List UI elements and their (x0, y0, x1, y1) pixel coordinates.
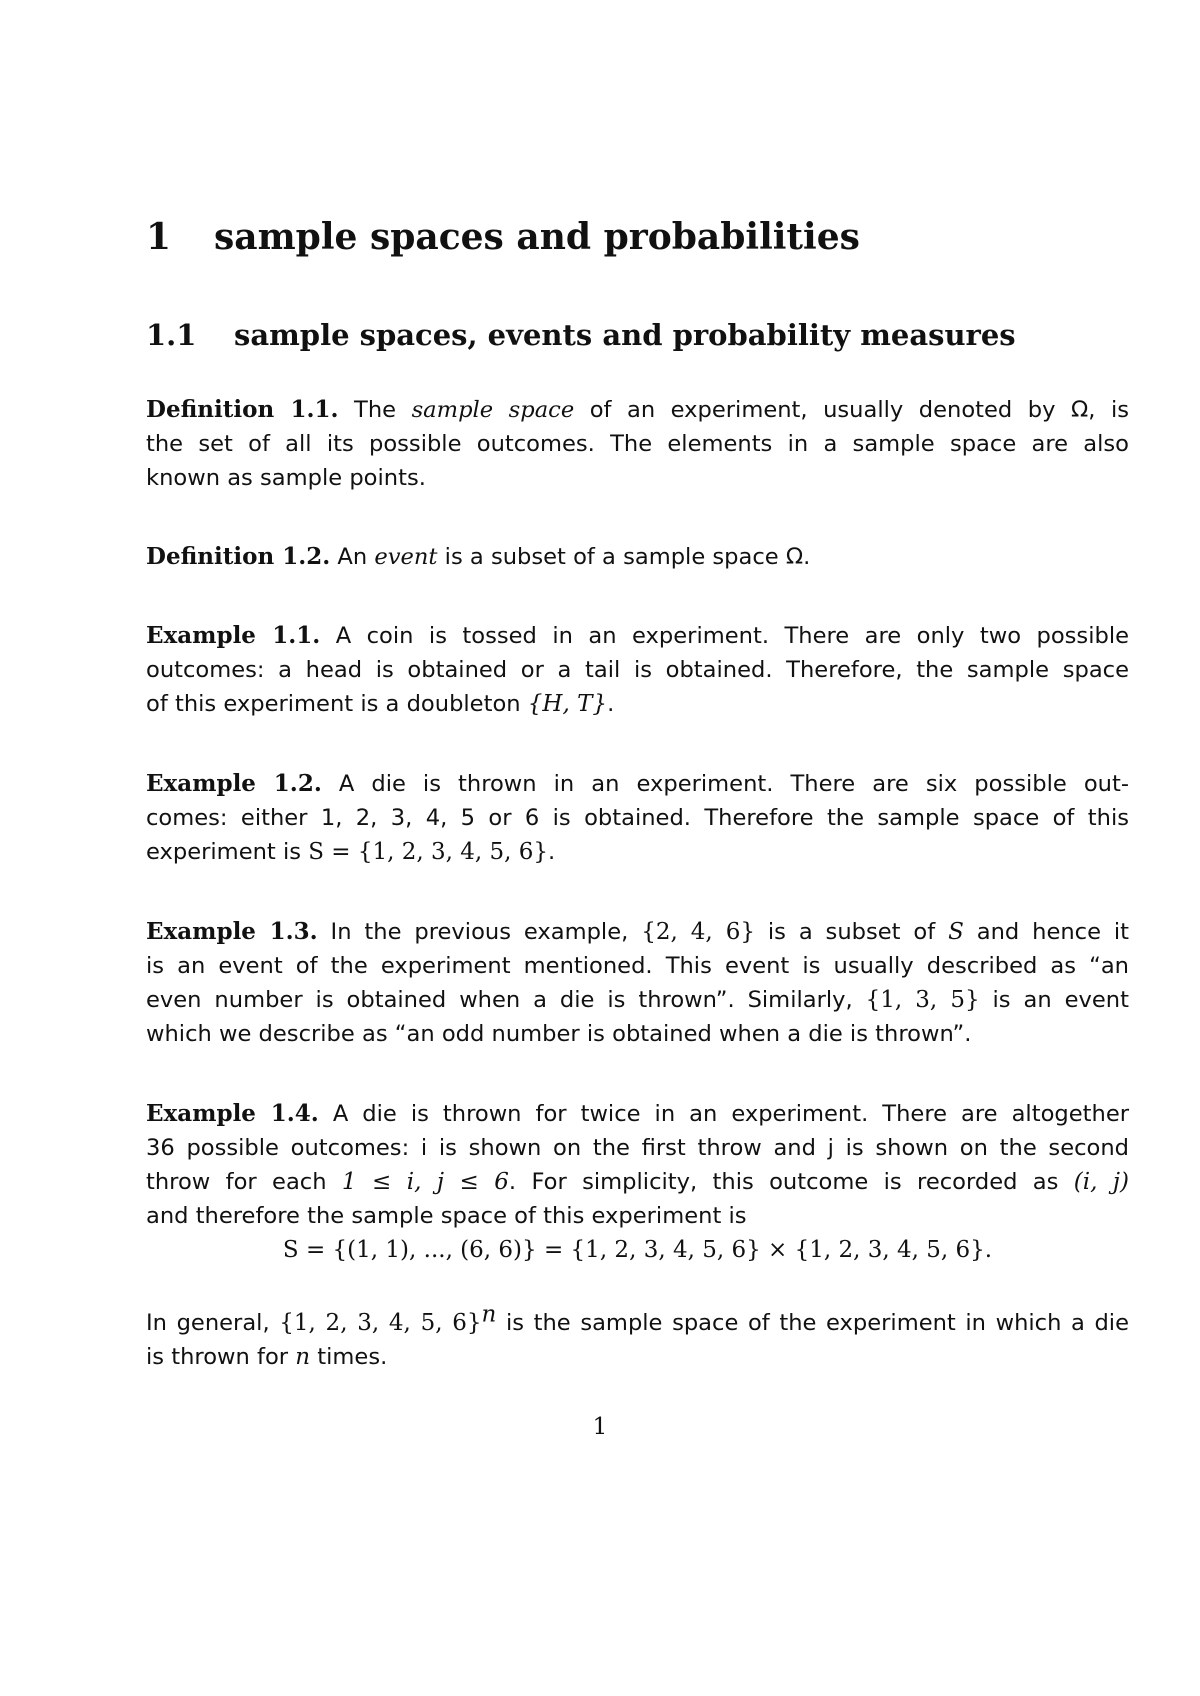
display-equation: S = {(1, 1), ..., (6, 6)} = {1, 2, 3, 4, 5, 6} × {1, 2, 3, 4, 5, 6}. (282, 1237, 993, 1263)
example-1-3 (146, 915, 1129, 1051)
math-expression: 1 ≤ i, j ≤ 6 (341, 1169, 509, 1195)
text-span: An (330, 544, 375, 570)
text-line (146, 540, 1129, 574)
defined-term: sample space (411, 397, 575, 423)
text-line: and therefore the sample space of this experiment is (146, 1203, 747, 1229)
text-line: comes: either 1, 2, 3, 4, 5 or 6 is obtained. Therefore the sample space of this (146, 805, 1129, 831)
text-line (146, 393, 1129, 427)
text-span: is a subset of a sample space Ω. (437, 544, 811, 570)
text-span: . For simplicity, this outcome is recorded as (508, 1169, 1074, 1195)
text-span: experiment is (146, 839, 309, 865)
example-label: Example 1.1. (146, 622, 321, 649)
text-line: the set of all its possible outcomes. The elements in a sample space are also (146, 431, 1129, 457)
subsection-heading (146, 314, 1106, 356)
text-span: of this experiment is a doubleton (146, 691, 528, 717)
text-span: In general, (146, 1310, 280, 1336)
math-expression: {1, 3, 5} (865, 987, 980, 1013)
definition-1-1 (146, 393, 1129, 495)
subsection-title: sample spaces, events and probability measures (234, 318, 1016, 352)
math-expression: S = {1, 2, 3, 4, 5, 6} (308, 839, 549, 865)
text-line (146, 687, 1129, 721)
subsection-number: 1.1 (146, 318, 197, 352)
definition-label: Definition 1.1. (146, 396, 339, 423)
text-span: The (338, 397, 412, 423)
math-symbol: n (295, 1344, 311, 1370)
general-remark (146, 1301, 1129, 1374)
text-line (146, 1165, 1129, 1199)
text-line: which we describe as “an odd number is obtained when a die is thrown”. (146, 1021, 972, 1047)
text-span: times. (310, 1344, 388, 1370)
definition-1-2 (146, 540, 1129, 574)
example-label: Example 1.4. (146, 1100, 319, 1127)
example-1-2 (146, 767, 1129, 869)
example-label: Example 1.3. (146, 918, 318, 945)
section-title: sample spaces and probabilities (214, 216, 860, 258)
text-line (146, 1340, 1129, 1374)
text-line: 36 possible outcomes: i is shown on the first throw and j is shown on the second (146, 1135, 1129, 1161)
text-span: is the sample space of the experiment in which a die (496, 1310, 1129, 1336)
definition-label: Definition 1.2. (146, 543, 331, 570)
text-span: even number is obtained when a die is thrown”. Similarly, (146, 987, 866, 1013)
example-1-1 (146, 619, 1129, 721)
text-span: is an event (979, 987, 1129, 1013)
page-number: 1 (592, 1414, 608, 1440)
text-span: In the previous example, (317, 919, 642, 945)
text-span: throw for each (146, 1169, 342, 1195)
text-line (146, 915, 1129, 949)
text-span: of an experiment, usually denoted by Ω, is (574, 397, 1129, 423)
text-line: outcomes: a head is obtained or a tail is obtained. Therefore, the sample space (146, 657, 1129, 683)
example-label: Example 1.2. (146, 770, 322, 797)
text-span: and hence it (963, 919, 1130, 945)
math-expression: {H, T} (527, 691, 608, 717)
math-exponent: n (481, 1301, 497, 1328)
text-span: A coin is tossed in an experiment. There are only two possible (320, 623, 1130, 649)
math-expression: {2, 4, 6} (641, 919, 756, 945)
section-number: 1 (146, 216, 172, 258)
text-span: A die is thrown in an experiment. There are six possible out- (321, 771, 1129, 797)
math-expression: {1, 2, 3, 4, 5, 6} (279, 1310, 482, 1336)
math-expression: (i, j) (1073, 1169, 1129, 1195)
text-line (146, 619, 1129, 653)
text-line (146, 983, 1129, 1017)
text-line (146, 835, 1129, 869)
text-line (146, 1097, 1129, 1131)
text-span: . (607, 691, 615, 717)
math-symbol: S (948, 919, 964, 945)
text-line (146, 767, 1129, 801)
text-line: is an event of the experiment mentioned. This event is usually described as “an (146, 953, 1129, 979)
text-span: is a subset of (755, 919, 949, 945)
defined-term: event (374, 544, 438, 570)
text-span: . (548, 839, 556, 865)
text-line: known as sample points. (146, 465, 426, 491)
text-line (146, 1301, 1129, 1340)
example-1-4 (146, 1097, 1129, 1233)
text-span: A die is thrown for twice in an experiment. There are altogether (318, 1101, 1130, 1127)
text-span: is thrown for (146, 1344, 296, 1370)
section-heading (146, 212, 1106, 262)
